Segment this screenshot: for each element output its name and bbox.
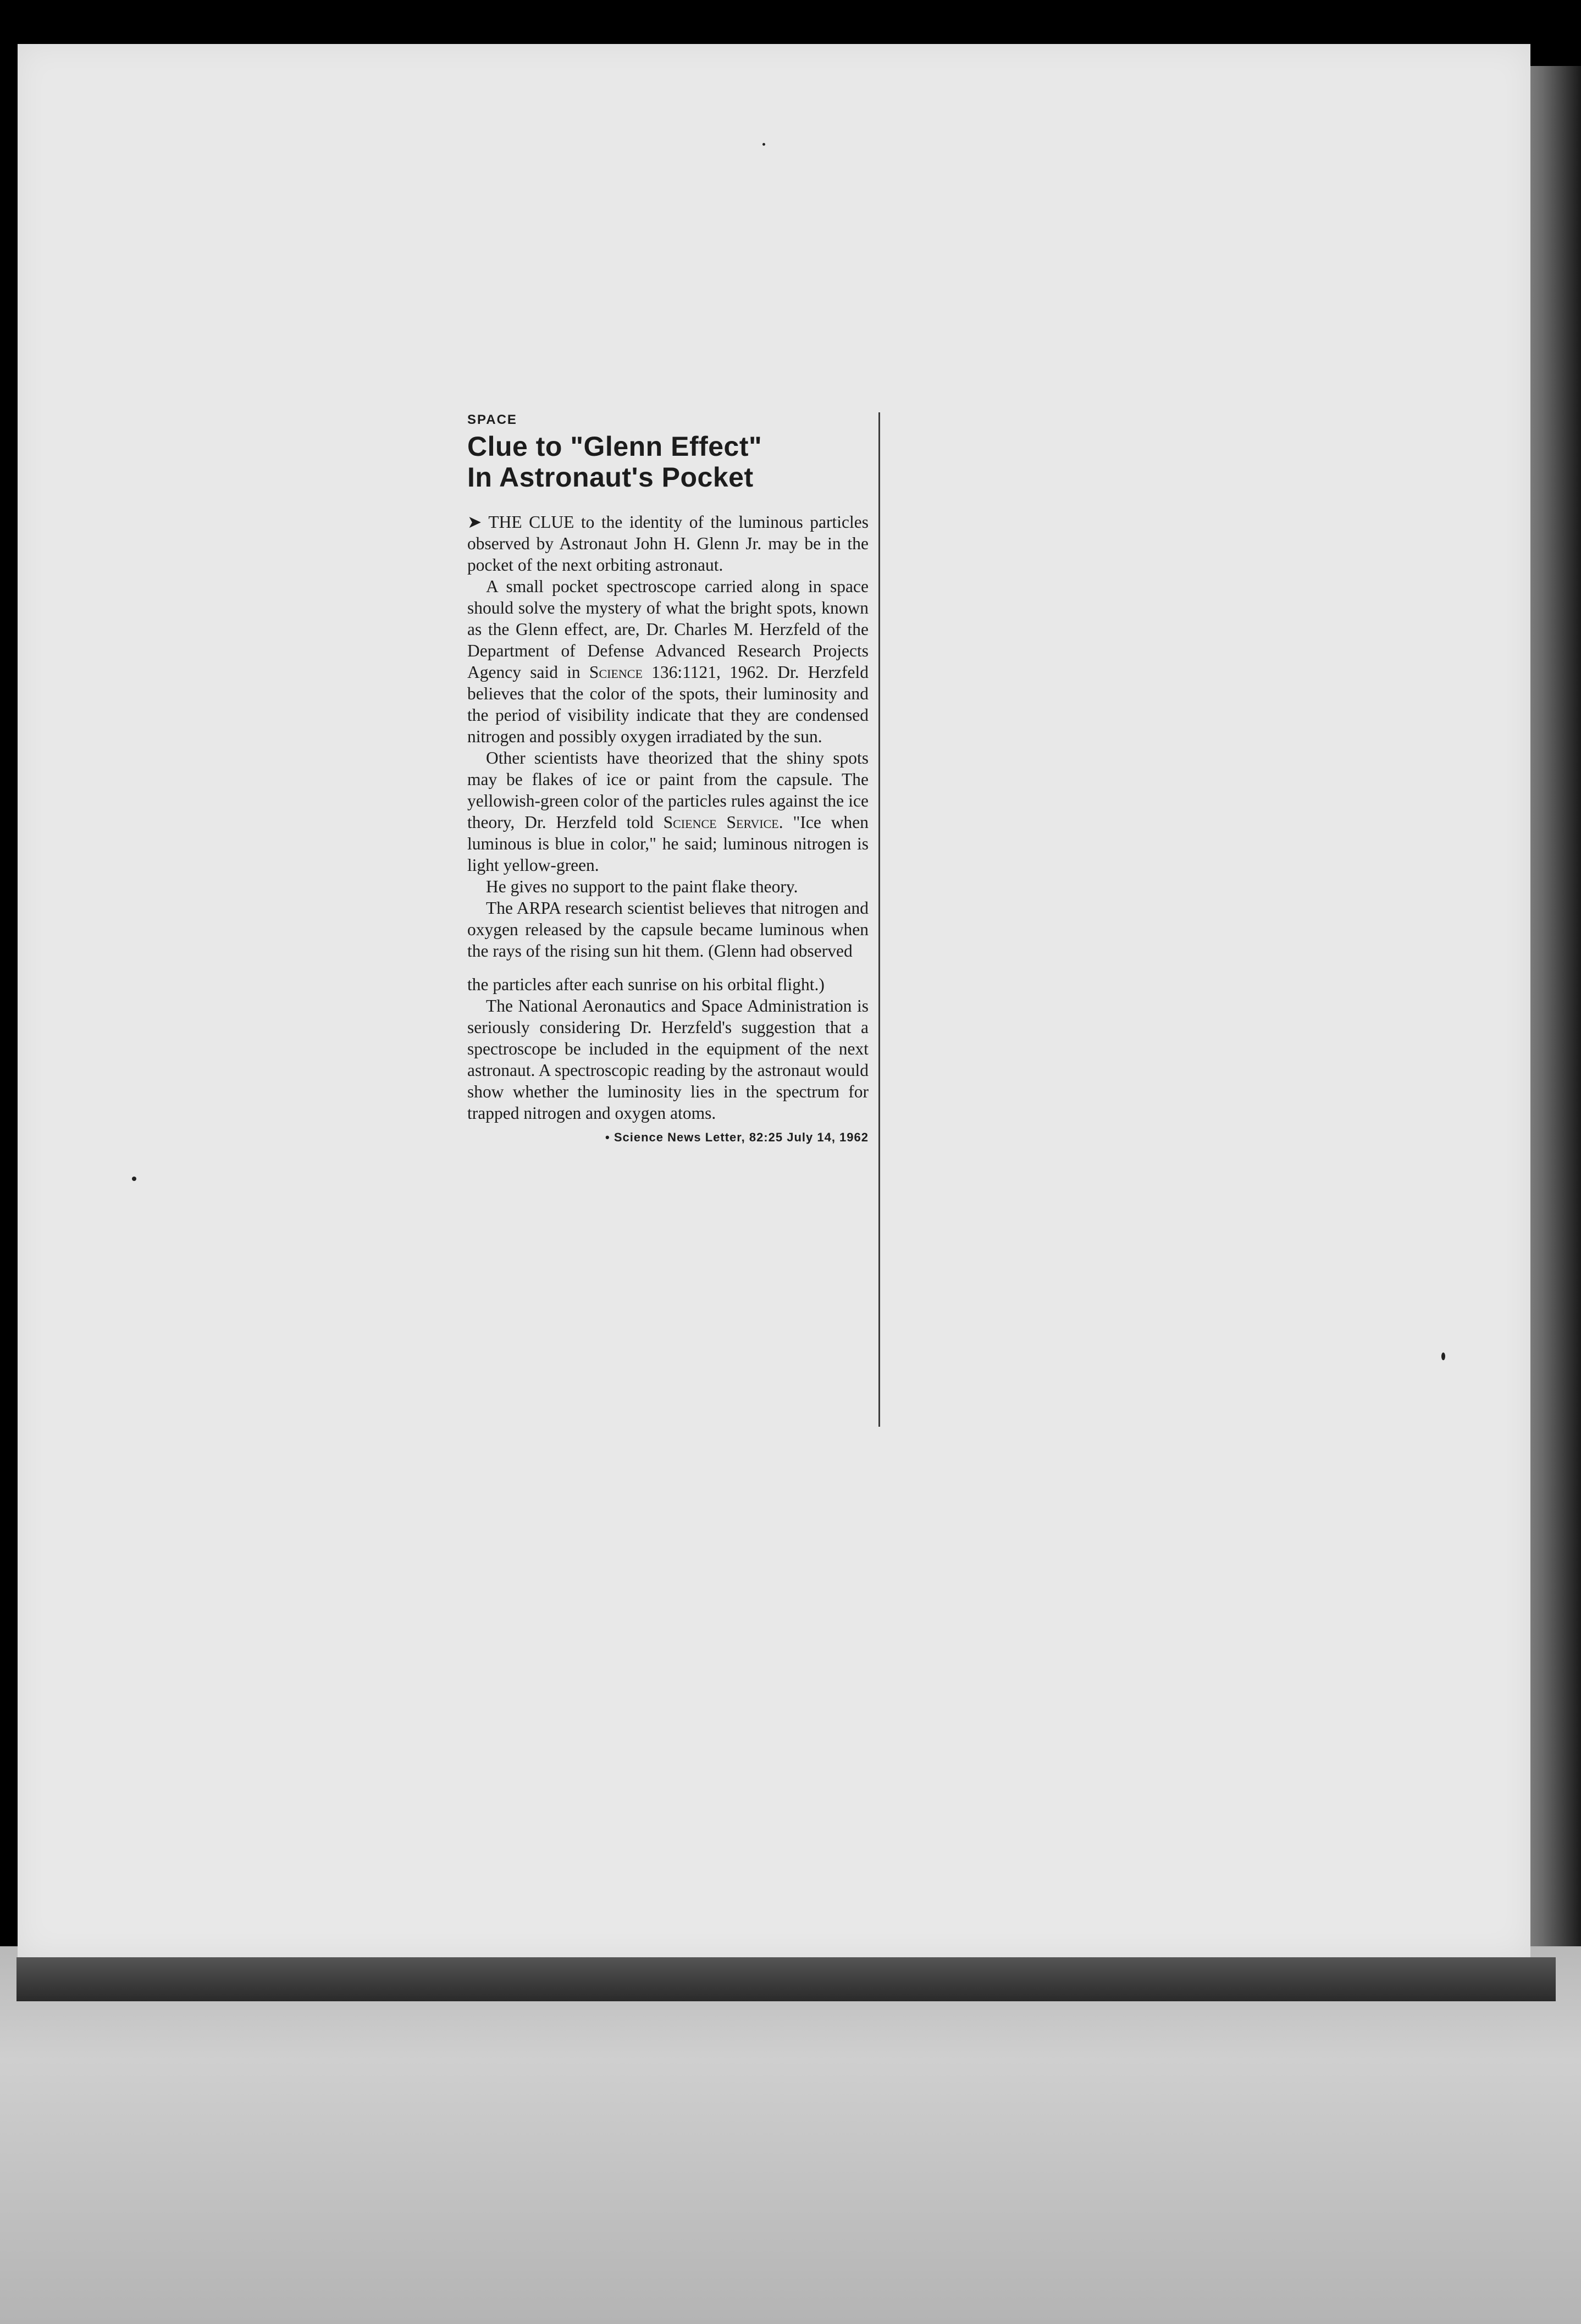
paragraph-2-text-a: A small pocket spectroscope carried along in space should solve the mystery of what the bright spots, known as the Glenn effect, are, Dr. Charles M. Herzfeld of the Department of Defense Advanced Research Projects Agency said in bbox=[467, 577, 869, 682]
headline-line-2: In Astronaut's Pocket bbox=[467, 462, 754, 493]
dust-speck bbox=[762, 143, 765, 146]
dust-speck bbox=[132, 1177, 136, 1181]
section-label: SPACE bbox=[467, 412, 517, 427]
column-break-gap bbox=[467, 962, 869, 974]
paragraph-4: He gives no support to the paint flake theory. bbox=[486, 877, 798, 896]
paragraph-3-text-a: Other scientists have theorized that the shiny spots may be flakes of ice or paint from the capsule. The yellowish-green color of the particles rules against the ice theory, Dr. Herzfeld told bbox=[467, 748, 869, 832]
paragraph-7: The National Aeronautics and Space Administration is seriously considering Dr. Herzfeld's suggestion that a spectroscope be included in the equipment of the next astronaut. A spectroscopic reading by the astronaut would show whether the luminosity lies in the spectrum for trapped nitrogen and oxygen atoms. bbox=[467, 996, 869, 1123]
paragraph-2 bbox=[467, 576, 869, 747]
mounting-board bbox=[0, 1946, 1581, 2324]
paragraph-3-text-b: . "Ice when luminous is blue in color," he said; luminous nitrogen is light yellow-green. bbox=[467, 813, 869, 875]
sheet-bottom-shadow bbox=[16, 1957, 1556, 2001]
citation: • Science News Letter, 82:25 July 14, 1962 bbox=[605, 1130, 869, 1144]
dust-speck bbox=[1441, 1353, 1445, 1360]
paragraph-1: ➤ THE CLUE to the identity of the luminous particles observed by Astronaut John H. Glenn Jr. may be in the pocket of the next orbiting astronaut. bbox=[467, 512, 869, 575]
paragraph-5: The ARPA research scientist believes that nitrogen and oxygen released by the capsule became luminous when the rays of the rising sun hit them. (Glenn had observed bbox=[467, 898, 869, 960]
headline-line-1: Clue to "Glenn Effect" bbox=[467, 431, 762, 462]
headline bbox=[467, 431, 869, 493]
paragraph-6: the particles after each sunrise on his orbital flight.) bbox=[467, 975, 825, 994]
paragraph-3 bbox=[467, 747, 869, 876]
journal-name: Science bbox=[589, 663, 643, 682]
organization-name: Science Service bbox=[663, 813, 779, 832]
news-clipping bbox=[467, 412, 869, 1145]
column-rule bbox=[878, 412, 880, 1427]
paragraph-2-text-b: 136:1121, 1962. Dr. Herzfeld believes that the color of the spots, their luminosity and the period of visibility indicate that they are condensed nitrogen and possibly oxygen irradiated by the sun. bbox=[467, 663, 869, 746]
